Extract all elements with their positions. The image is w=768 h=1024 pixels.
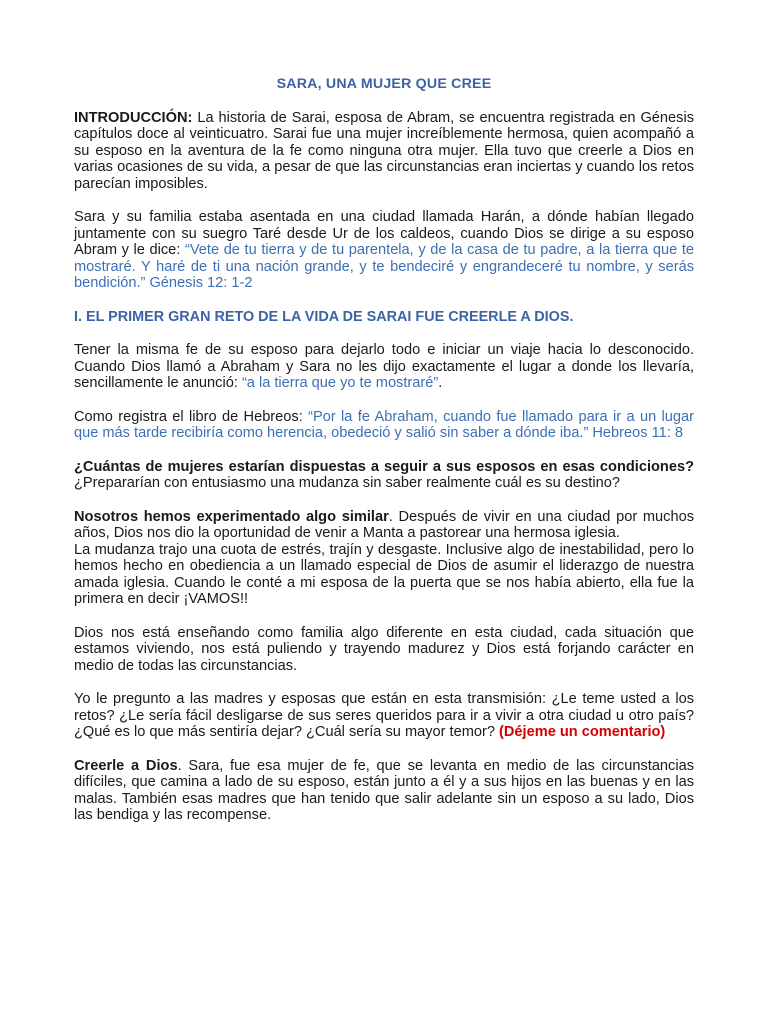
- paragraph-text: Yo le pregunto a las madres y esposas que están en esta transmisión: ¿Le teme usted a los retos? ¿Le sería fácil desligarse de sus seres queridos para ir a vivir a otra ciudad u otro país? ¿Qué es lo que más sentiría dejar? ¿Cuál sería su mayor temor?: [74, 691, 694, 740]
- paragraph-end: .: [438, 375, 443, 391]
- paragraph-text: ¿Prepararían con entusiasmo una mudanza sin saber realmente cuál es su destino?: [74, 475, 620, 491]
- scripture-quote: “Vete de tu tierra y de tu parentela, y de la casa de tu padre, a la tierra que te mostraré. Y haré de ti una nación grande, y te bendeciré y engrandeceré tu nombre, y serás bendición.” Génesis 12: 1-2: [74, 242, 694, 291]
- document-title: SARA, UNA MUJER QUE CREE: [276, 76, 492, 92]
- paragraph-text: Tener la misma fe de su esposo para dejarlo todo e iniciar un viaje hacia lo desconocido. Cuando Dios llamó a Abraham y Sara no les dijo exactamente el lugar a donde los llevaría, sencillamente le anunció:: [74, 342, 694, 391]
- bold-question: ¿Cuántas de mujeres estarían dispuestas a seguir a sus esposos en esas condiciones?: [74, 458, 694, 475]
- paragraph-believe: [74, 758, 694, 824]
- comment-callout: (Déjeme un comentario): [499, 724, 666, 740]
- section-heading: I. EL PRIMER GRAN RETO DE LA VIDA DE SARAI FUE CREERLE A DIOS.: [74, 308, 574, 325]
- bold-lead: Creerle a Dios: [74, 757, 178, 774]
- paragraph-experience: [74, 509, 694, 542]
- paragraph-haran: [74, 209, 694, 292]
- intro-text: La historia de Sarai, esposa de Abram, se encuentra registrada en Génesis capítulos doce al veinticuatro. Sarai fue una mujer increíblemente hermosa, quien acompañó a su esposo en la aventura de la fe como ninguna otra mujer. Ella tuvo que creerle a Dios en varias ocasiones de su vida, a pesar de que las circunstancias eran inciertas y cuando los retos parecían imposibles.: [74, 109, 694, 192]
- paragraph-text: Sara y su familia estaba asentada en una ciudad llamada Harán, a dónde habían llegado juntamente con su suegro Taré desde Ur de los caldeos, cuando Dios se dirige a su esposo Abram y le dice:: [74, 209, 694, 258]
- paragraph-question: [74, 459, 694, 492]
- paragraph-text: . Sara, fue esa mujer de fe, que se levanta en medio de las circunstancias difíciles, que camina a lado de su esposo, están junto a él y a sus hijos en las buenas y en las malas. También esas madres que han tenido que salir adelante sin un esposo a su lado, Dios las bendiga y las recompense.: [74, 757, 695, 823]
- paragraph-move: La mudanza trajo una cuota de estrés, trajín y desgaste. Inclusive algo de inestabilidad, pero lo hemos hecho en obediencia a un llamado especial de Dios de asumir el liderazgo de nuestra amada iglesia. Cuando le conté a mi esposa de la puerta que se nos había abierto, ella fue la primera en decir ¡VAMOS!!: [74, 541, 694, 607]
- paragraph-text: . Después de vivir en una ciudad por muchos años, Dios nos dio la oportunidad de venir a Manta a pastorear una hermosa iglesia.: [74, 508, 694, 541]
- intro-paragraph: [74, 110, 694, 193]
- paragraph-text: Como registra el libro de Hebreos:: [74, 408, 309, 425]
- paragraph-hebrews: [74, 409, 694, 442]
- intro-label: INTRODUCCIÓN:: [74, 109, 193, 126]
- scripture-quote: “a la tierra que yo te mostraré”: [241, 375, 439, 391]
- paragraph-faith: [74, 342, 694, 392]
- paragraph-family: Dios nos está enseñando como familia algo diferente en esta ciudad, cada situación que estamos viviendo, nos está puliendo y trayendo madurez y Dios está forjando carácter en medio de todas las circunstancias.: [74, 624, 694, 674]
- paragraph-mothers: [74, 691, 694, 741]
- document-body: [74, 76, 694, 841]
- bold-lead: Nosotros hemos experimentado algo similar: [74, 508, 389, 525]
- scripture-quote: “Por la fe Abraham, cuando fue llamado para ir a un lugar que más tarde recibiría como herencia, obedeció y salió sin saber a dónde iba.” Hebreos 11: 8: [74, 408, 694, 441]
